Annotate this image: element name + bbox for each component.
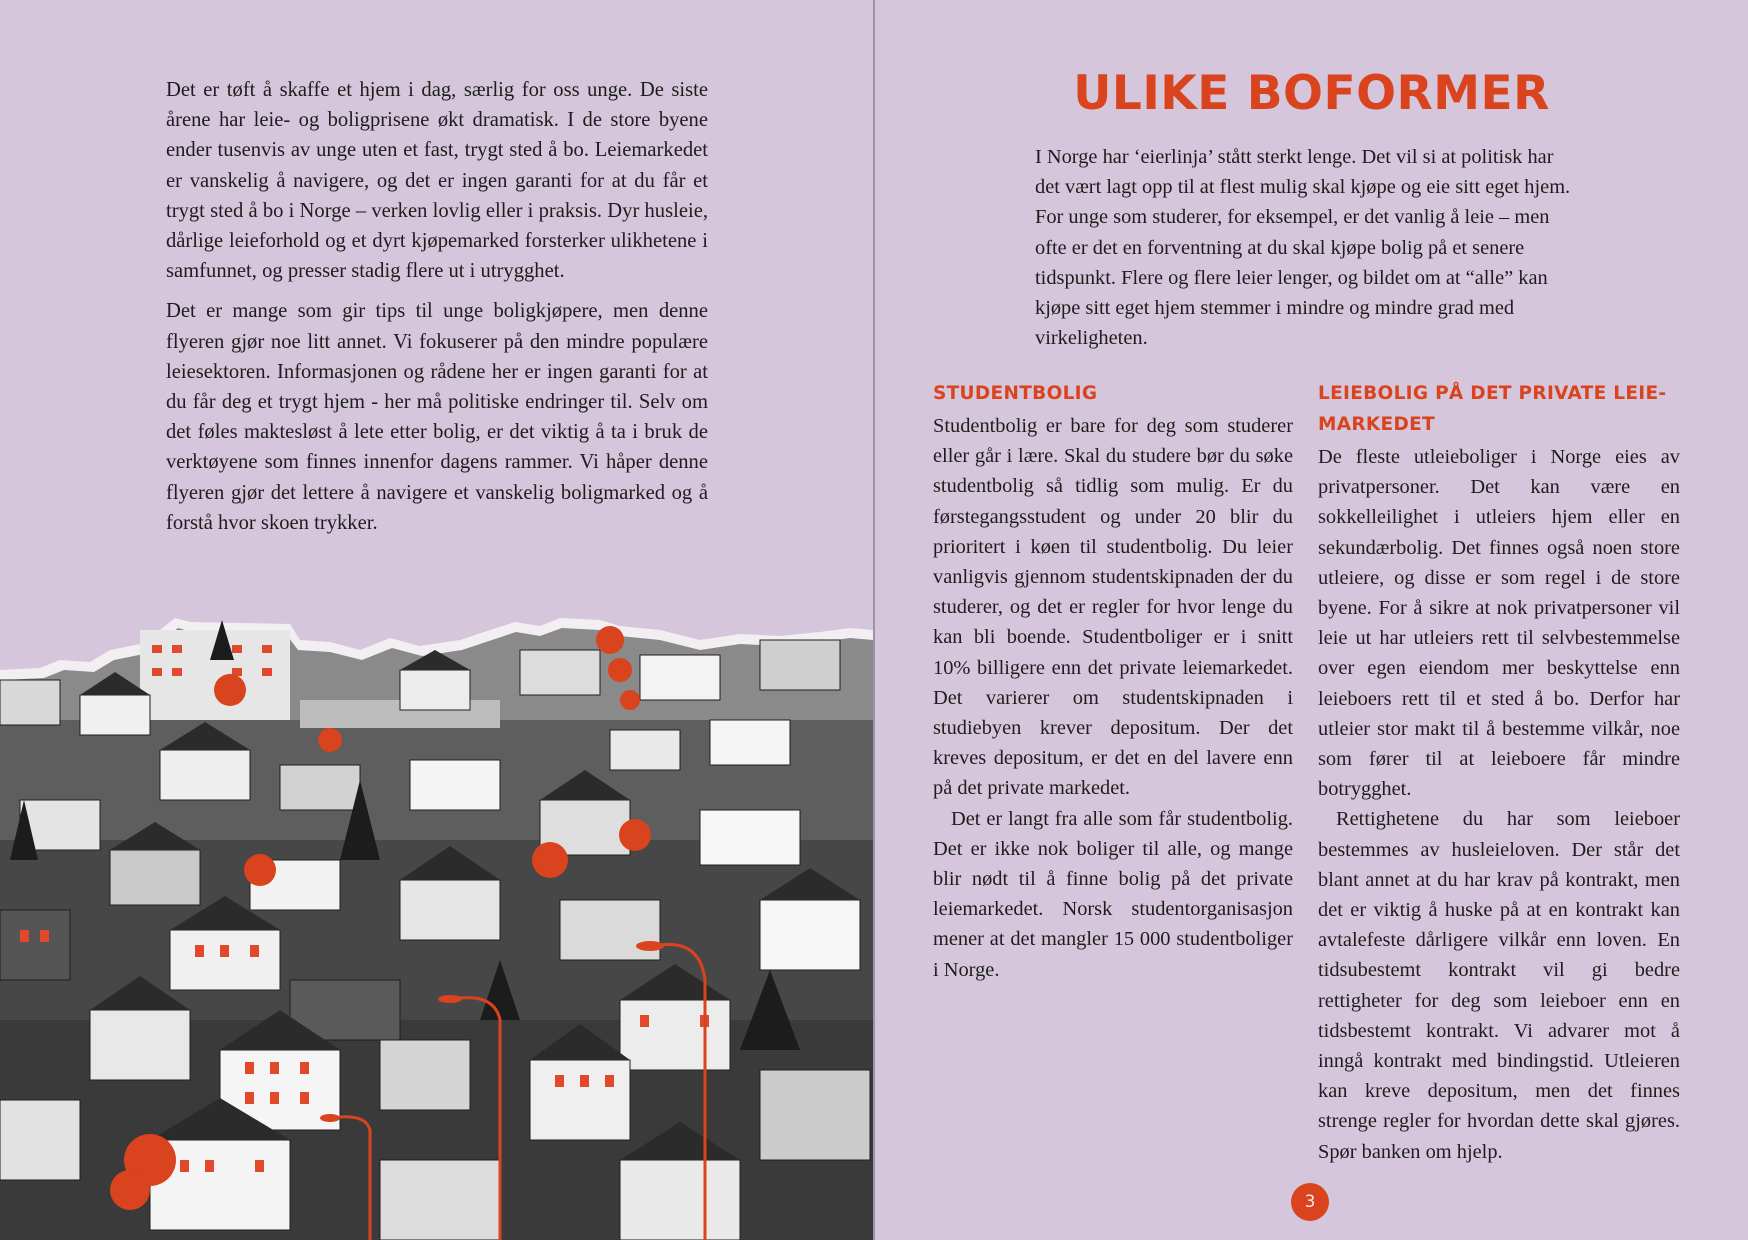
- section-paragraph: De fleste utleieboliger i Norge eies av privatpersoner. Det kan være en sokkelleilighet i utleiers hjem eller en sekundærbolig. Det finnes også noen store utleiere, og disse er som regel i de store byene. For å sikre at nok privatpersoner vil leie ut har utleiers rett til selvbestemmelse over egen eiendom mer beskyttelse enn leieboers rett til et sted å bo. Derfor har utleier stor makt til å bestemme vilkår, noe som fører til at leieboere får mindre botrygghet.: [1318, 446, 1680, 801]
- page-title: ULIKE BOFORMER: [1073, 66, 1550, 121]
- hillside-houses-illustration: [0, 600, 873, 1240]
- intro-paragraph-2: Det er mange som gir tips til unge boligkjøpere, men denne flyeren gjør noe litt annet. Vi fokuserer på den mindre populære leiesektoren. Informasjonen og rådene her er ingen garanti for at du får deg et trygt hjem - her må politiske endringer til. Selv om det føles maktesløst å lete etter bolig, er det viktig å ta i bruk de verktøyene som finnes innenfor dagens rammer. Vi håper denne flyeren gjør det lettere å navigere et vanskelig boligmarked og å forstå hvor skoen trykker.: [166, 300, 708, 534]
- leiebolig-section: [1318, 378, 1680, 1167]
- studentbolig-section: [933, 378, 1293, 985]
- section-heading: LEIEBOLIG PÅ DET PRIVATE LEIE-MARKEDET: [1318, 383, 1667, 435]
- intro-text: [166, 75, 708, 538]
- section-heading: STUDENTBOLIG: [933, 383, 1098, 404]
- section-paragraph: Studentbolig er bare for deg som studerer eller går i lære. Skal du studere bør du søke studentbolig så tidlig som mulig. Er du førstegangsstudent og under 20 blir du prioritert i køen til studentbolig. Du leier vanligvis gjennom studentskipnaden der du studerer, og det er regler for hvor lenge du kan bli boende. Studentboliger er i snitt 10% billigere enn det private leiemarkedet. Det varierer om studentskipnaden i studiebyen krever depositum. Der det kreves depositum, er det en del lavere enn på det private markedet.: [933, 415, 1293, 800]
- left-page: [0, 0, 873, 1240]
- intro-paragraph-1: Det er tøft å skaffe et hjem i dag, særlig for oss unge. De siste årene har leie- og boligprisene økt dramatisk. I de store byene ender tusenvis av unge uten et fast, trygt sted å bo. Leiemarkedet er vanskelig å navigere, og det er ingen garanti for at du får et trygt sted å bo i Norge – verken lovlig eller i praksis. Dyr husleie, dårlige leieforhold og et dyrt kjøpemarked forsterker ulikhetene i samfunnet, og presser stadig flere ut i utrygghet.: [166, 79, 708, 283]
- section-paragraph: Det er langt fra alle som får studentbolig. Det er ikke nok boliger til alle, og mange blir nødt til å finne bolig på det private leiemarkedet. Norsk studentorganisasjon mener at det mangler 15 000 studentboliger i Norge.: [933, 807, 1293, 981]
- section-paragraph: Rettighetene du har som leieboer bestemmes av husleieloven. Der står det blant annet at du har krav på kontrakt, men det er viktig å huske på at en kontrakt kan avtalefeste dårligere vilkår enn loven. En tidsubestemt kontrakt vil gi bedre rettigheter for deg som leieboer enn en tidsbestemt kontrakt. Vi advarer mot å inngå kontrakt med bindingstid. Utleieren kan kreve depositum, men det finnes strenge regler for hvordan dette skal gjøres. Spør banken om hjelp.: [1318, 808, 1680, 1163]
- page-number: 3: [1291, 1183, 1329, 1221]
- lead-paragraph: I Norge har ‘eierlinja’ stått sterkt lenge. Det vil si at politisk har det vært lagt opp til at flest mulig skal kjøpe og eie sitt eget hjem. For unge som studerer, for eksempel, er det vanlig å leie – men ofte er det en forventning at du skal kjøpe bolig på et senere tidspunkt. Flere og flere leier lenger, og bildet om at “alle” kan kjøpe sitt eget hjem stemmer i mindre og mindre grad med virkeligheten.: [1035, 146, 1571, 350]
- right-page: [875, 0, 1748, 1240]
